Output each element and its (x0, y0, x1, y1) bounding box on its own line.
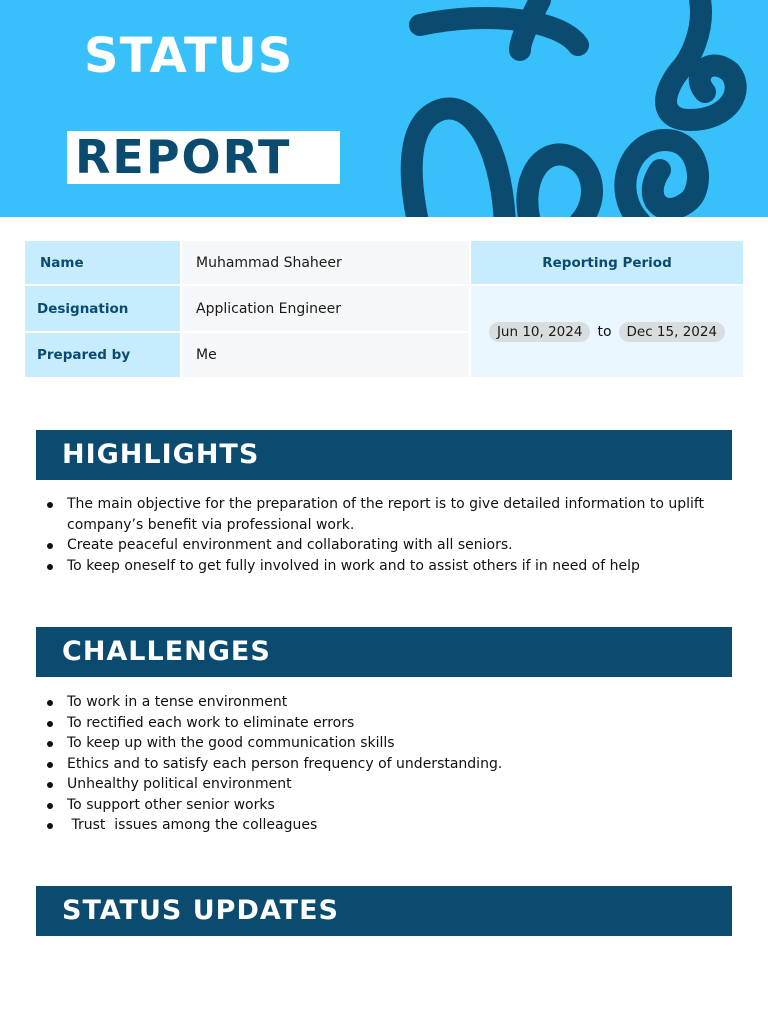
bullet-icon (47, 803, 53, 809)
list-item-text: Unhealthy political environment (67, 776, 292, 792)
list-item (44, 535, 738, 556)
list-item (44, 556, 738, 577)
designation-value: Application Engineer (182, 286, 469, 331)
list-item-text: To keep oneself to get fully involved in work and to assist others if in need of help (67, 557, 640, 574)
name-label (25, 241, 180, 284)
reporting-period-label: Reporting Period (471, 241, 743, 284)
list-item (44, 795, 738, 816)
highlights-section-header (36, 430, 732, 480)
list-item (44, 713, 738, 734)
list-item-text: To support other senior works (67, 796, 275, 813)
title-status: STATUS (84, 28, 294, 84)
title-report-box (67, 131, 340, 184)
list-item-text: To rectified each work to eliminate errors (67, 714, 355, 731)
prepared-by-value: Me (182, 333, 469, 377)
challenges-title: CHALLENGES (62, 636, 271, 667)
period-to-text: to (597, 323, 612, 340)
list-item-text: Create peaceful environment and collaborating with all seniors. (67, 537, 513, 553)
name-label-text: Name (40, 254, 84, 271)
list-item-text: Trust issues among the colleagues (67, 817, 318, 833)
list-item (44, 692, 738, 713)
designation-label: Designation (25, 286, 180, 331)
name-value: Muhammad Shaheer (182, 241, 469, 284)
period-end-date: Dec 15, 2024 (619, 322, 726, 342)
bullet-icon (47, 741, 53, 747)
list-item (44, 815, 738, 836)
challenges-list (44, 692, 738, 836)
list-item (44, 494, 738, 535)
prepared-by-label: Prepared by (25, 333, 180, 377)
status-updates-title: STATUS UPDATES (62, 895, 339, 926)
list-item-text: Ethics and to satisfy each person frequency of understanding. (67, 755, 503, 772)
highlights-title: HIGHLIGHTS (62, 439, 260, 470)
bullet-icon (47, 543, 53, 549)
list-item (44, 733, 738, 754)
status-updates-section-header (36, 886, 732, 936)
bullet-icon (47, 823, 53, 829)
list-item (44, 774, 738, 795)
title-report: REPORT (75, 130, 292, 184)
challenges-section-header (36, 627, 732, 677)
reporting-period-range (471, 286, 743, 377)
bullet-icon (47, 782, 53, 788)
list-item-text: To work in a tense environment (67, 694, 288, 710)
period-start-date: Jun 10, 2024 (489, 322, 591, 342)
list-item-text: To keep up with the good communication skills (67, 735, 395, 751)
bullet-icon (47, 502, 53, 508)
bullet-icon (47, 700, 53, 706)
info-table (25, 241, 743, 377)
bullet-icon (47, 762, 53, 768)
highlights-list (44, 494, 738, 576)
bullet-icon (47, 564, 53, 570)
header-banner (0, 0, 768, 217)
bullet-icon (47, 721, 53, 727)
list-item (44, 754, 738, 775)
list-item-text: The main objective for the preparation of the report is to give detailed information to uplift company’s benefit via professional work. (67, 496, 705, 533)
